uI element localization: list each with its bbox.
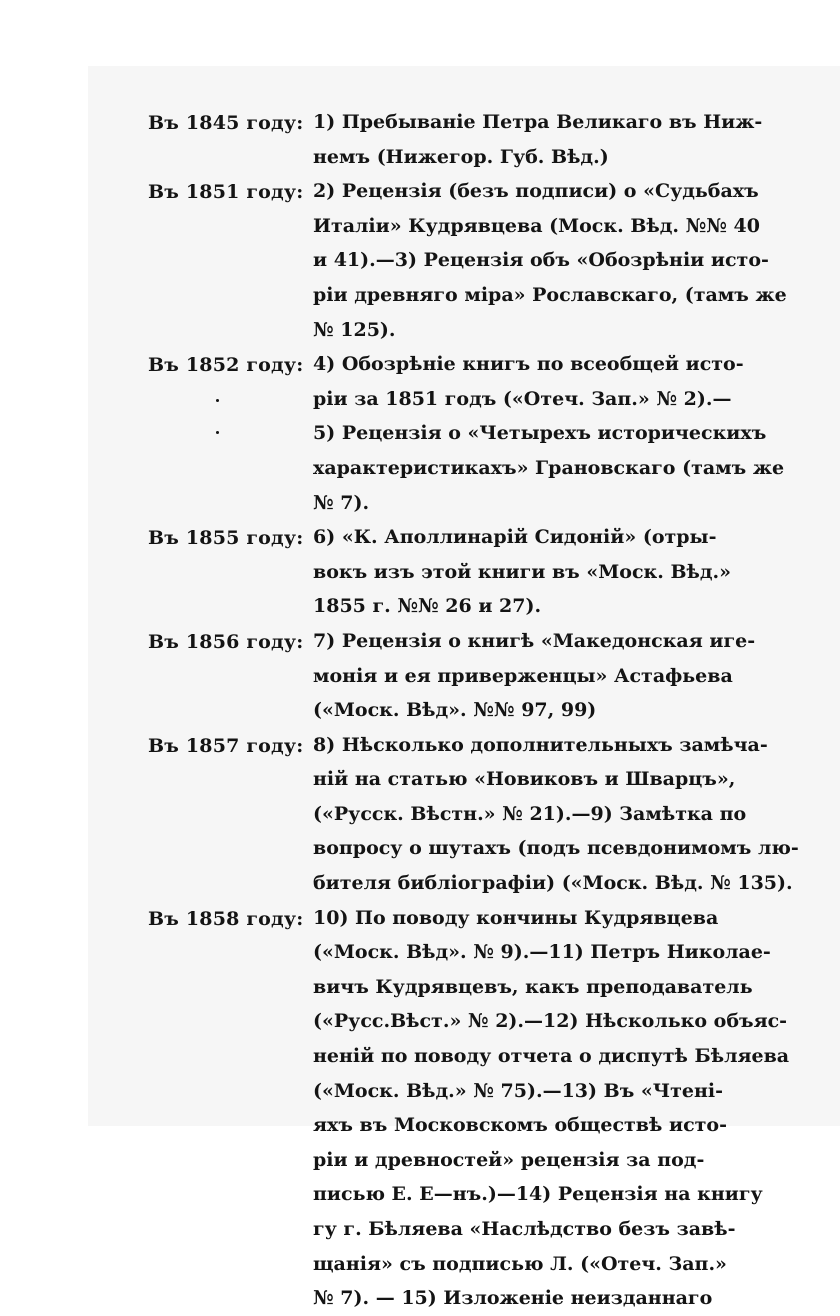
text-line: («Моск. Вѣд». № 9).—11) Петръ Николае-: [313, 941, 771, 964]
text-line: Италіи» Кудрявцева (Моск. Вѣд. №№ 40: [313, 214, 761, 237]
text-line: вопросу о шутахъ (подъ псевдонимомъ лю-: [313, 837, 799, 860]
text-line: 7) Рецензія о книгѣ «Македонская иге-: [313, 629, 756, 652]
text-line: ріи древняго міра» Рославскаго, (тамъ же: [313, 283, 787, 306]
text-line: вокъ изъ этой книги въ «Моск. Вѣд.»: [313, 560, 732, 583]
text-line: ній на статью «Новиковъ и Шварцъ»,: [313, 768, 736, 791]
entry-year: Въ 1851 году:: [148, 181, 304, 204]
entry-text: [313, 624, 755, 728]
bibliography-entry-1858: [148, 901, 790, 1316]
entry-year: Въ 1857 году:: [148, 734, 304, 757]
bibliography-list: [148, 105, 799, 1316]
text-line: № 7). — 15) Изложеніе неизданнаго: [313, 1287, 713, 1310]
text-line: 10) По поводу кончины Кудрявцева: [313, 906, 719, 929]
bibliography-entry-1855: [148, 520, 748, 624]
entry-year: Въ 1855 году:: [148, 527, 304, 550]
text-line: 1) Пребываніе Петра Великаго въ Ниж-: [313, 111, 763, 133]
text-line: и 41).—3) Рецензія объ «Обозрѣніи исто-: [313, 249, 769, 272]
text-line: бителя библіографіи) («Моск. Вѣд. № 135).: [313, 872, 793, 895]
bibliography-entry-1852: [148, 347, 785, 520]
entry-text: [313, 728, 799, 901]
entry-year: Въ 1852 году:: [148, 354, 304, 377]
text-line: яхъ въ Московскомъ обществѣ исто-: [313, 1114, 727, 1137]
bibliography-entry-1856: [148, 624, 756, 728]
text-line: монія и ея приверженцы» Астафьева: [313, 664, 733, 687]
text-line: 8) Нѣсколько дополнительныхъ замѣча-: [313, 733, 768, 756]
entry-text: [313, 347, 784, 520]
text-line: 2) Рецензія (безъ подписи) о «Судьбахъ: [313, 180, 759, 203]
bibliography-entry-1857: [148, 728, 799, 901]
text-line: гу г. Бѣляева «Наслѣдство безъ завѣ-: [313, 1218, 736, 1240]
text-line: 5) Рецензія о «Четырехъ историческихъ: [313, 422, 767, 445]
text-line: немъ (Нижегор. Губ. Вѣд.): [313, 145, 609, 168]
text-line: ріи и древностей» рецензія за под-: [313, 1148, 705, 1171]
text-line: писью Е. Е—нъ.)—14) Рецензія на книгу: [313, 1183, 763, 1206]
text-line: вичъ Кудрявцевъ, какъ преподаватель: [313, 975, 753, 998]
text-line: № 125).: [313, 318, 396, 341]
text-line: 1855 г. №№ 26 и 27).: [313, 595, 542, 618]
text-line: («Моск. Вѣд.» № 75).—13) Въ «Чтені-: [313, 1079, 723, 1102]
entry-text: [313, 901, 789, 1316]
text-line: 6) «К. Аполлинарій Сидоній» (отры-: [313, 526, 717, 549]
entry-text: [313, 105, 762, 174]
bibliography-entry-1845: [148, 105, 763, 174]
text-line: ріи за 1851 годъ («Отеч. Зап.» № 2).—: [313, 387, 732, 410]
entry-year: Въ 1856 году:: [148, 630, 304, 653]
text-line: характеристикахъ» Грановскаго (тамъ же: [313, 456, 785, 479]
entry-year: Въ 1858 году:: [148, 907, 304, 930]
text-line: («Русск. Вѣстн.» № 21).—9) Замѣтка по: [313, 802, 747, 825]
entry-year: Въ 1845 году:: [148, 112, 304, 134]
text-line: («Русс.Вѣст.» № 2).—12) Нѣсколько объяс-: [313, 1010, 788, 1033]
text-line: щанія» съ подписью Л. («Отеч. Зап.»: [313, 1252, 727, 1275]
entry-text: [313, 520, 748, 624]
text-line: 4) Обозрѣніе книгъ по всеобщей исто-: [313, 353, 744, 376]
text-line: («Моск. Вѣд». №№ 97, 99): [313, 699, 597, 722]
text-line: неній по поводу отчета о диспутѣ Бѣляева: [313, 1045, 790, 1068]
bibliography-entry-1851: [148, 174, 787, 347]
text-line: № 7).: [313, 491, 370, 514]
entry-text: [313, 174, 787, 347]
